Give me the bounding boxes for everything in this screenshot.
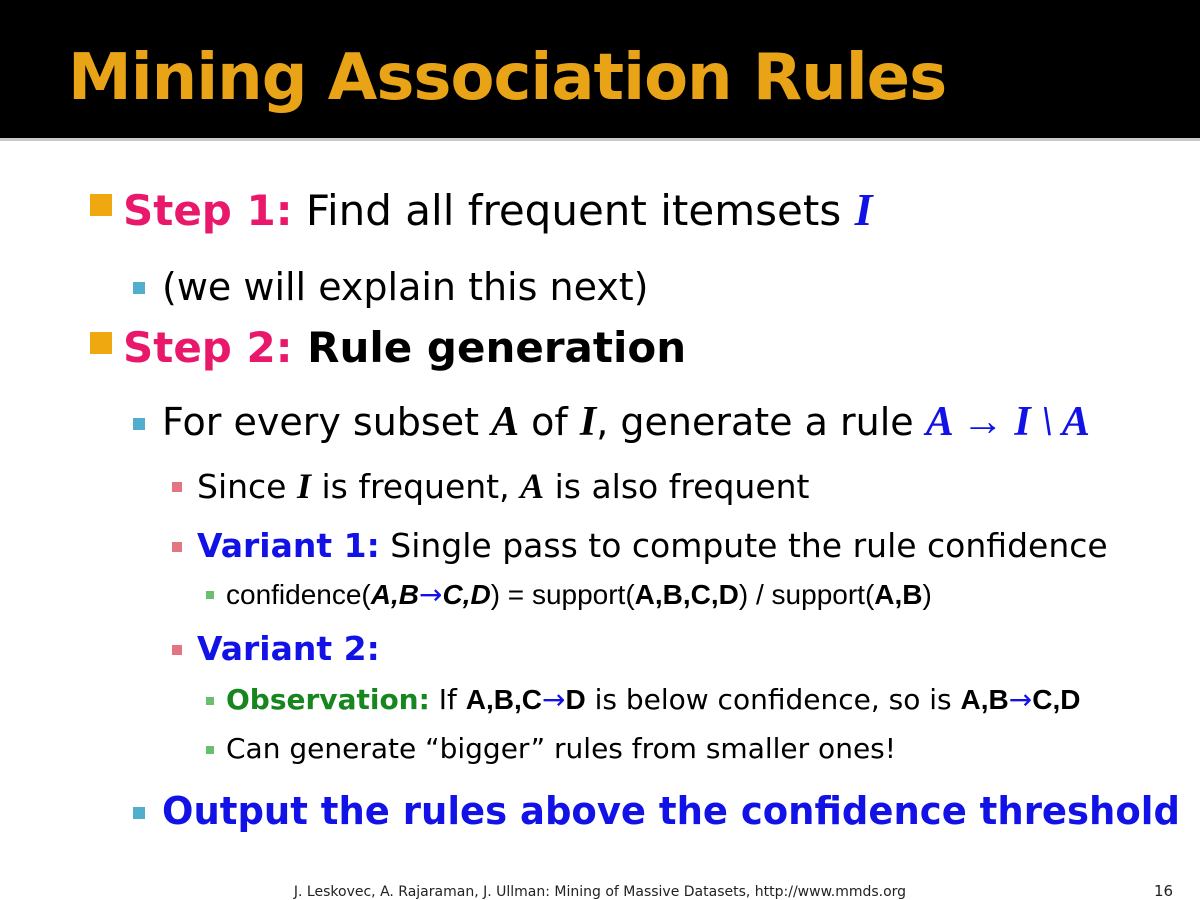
bullet-square-l3 bbox=[172, 542, 182, 552]
observation-text-1: If bbox=[429, 683, 466, 716]
every-subset-line bbox=[162, 398, 1090, 446]
bigger-rules-line: Can generate “bigger” rules from smaller ones! bbox=[226, 732, 896, 765]
step2-line bbox=[123, 322, 686, 374]
observation-d: D bbox=[565, 684, 586, 715]
formula-cd: C,D bbox=[442, 579, 491, 610]
formula-abcd: A,B,C,D bbox=[634, 579, 739, 610]
var-a: A bbox=[491, 399, 520, 445]
var-a: A bbox=[520, 466, 545, 506]
var-i: I bbox=[579, 399, 597, 445]
every-subset-text-3: , generate a rule bbox=[596, 400, 926, 444]
since-text-1: Since bbox=[197, 467, 297, 506]
formula-text-2: ) = support( bbox=[490, 579, 635, 610]
formula-text-3: ) / support( bbox=[738, 579, 875, 610]
step1-label: Step 1: bbox=[123, 186, 293, 235]
variant2-line bbox=[197, 628, 380, 670]
bullet-square-l4 bbox=[206, 746, 214, 754]
bullet-square-l3 bbox=[172, 645, 182, 655]
var-i: I bbox=[296, 466, 311, 506]
formula-text-4: ) bbox=[922, 579, 932, 610]
variant1-text: Single pass to compute the rule confidence bbox=[379, 526, 1108, 565]
observation-line bbox=[226, 682, 1080, 718]
every-subset-text-1: For every subset bbox=[162, 400, 492, 444]
step1-var: I bbox=[854, 184, 873, 235]
observation-ab: A,B bbox=[960, 684, 1009, 715]
observation-text-2: is below confidence, so is bbox=[585, 683, 961, 716]
page-number: 16 bbox=[1154, 882, 1174, 900]
rule-formula: A → I \ A bbox=[925, 399, 1090, 445]
variant1-line bbox=[197, 525, 1108, 567]
variant1-label: Variant 1: bbox=[197, 526, 380, 565]
observation-abc: A,B,C bbox=[465, 684, 542, 715]
bullet-square-l2 bbox=[133, 282, 145, 294]
since-line bbox=[197, 465, 810, 508]
formula-ab2: A,B bbox=[874, 579, 923, 610]
title-divider-shadow bbox=[0, 138, 1200, 141]
step2-text: Rule generation bbox=[292, 323, 687, 372]
bullet-square-l4 bbox=[206, 591, 214, 599]
bullet-square-l2 bbox=[133, 807, 145, 819]
arrow-icon: → bbox=[419, 578, 443, 611]
arrow-icon: → bbox=[1008, 683, 1033, 716]
observation-label: Observation: bbox=[226, 683, 430, 716]
footer-citation: J. Leskovec, A. Rajaraman, J. Ullman: Mining of Massive Datasets, http://www.mmds.org bbox=[293, 884, 907, 900]
output-line: Output the rules above the confidence threshold bbox=[162, 789, 1180, 833]
step1-line bbox=[123, 184, 872, 237]
bullet-square-l4 bbox=[206, 697, 214, 705]
formula-ab: A,B bbox=[370, 579, 419, 610]
since-text-2: is frequent, bbox=[310, 467, 521, 506]
bullet-square-l1 bbox=[90, 332, 112, 354]
step1-text: Find all frequent itemsets bbox=[292, 186, 855, 235]
formula-text-1: confidence( bbox=[226, 579, 371, 610]
every-subset-text-2: of bbox=[519, 400, 580, 444]
slide-title: Mining Association Rules bbox=[68, 41, 947, 115]
observation-cd: C,D bbox=[1032, 684, 1081, 715]
step2-label: Step 2: bbox=[123, 323, 293, 372]
bullet-square-l3 bbox=[172, 482, 182, 492]
variant2-label: Variant 2: bbox=[197, 629, 380, 668]
since-text-3: is also frequent bbox=[544, 467, 810, 506]
bullet-square-l1 bbox=[90, 194, 112, 216]
step1-sub-line: (we will explain this next) bbox=[162, 265, 649, 309]
arrow-icon: → bbox=[541, 683, 566, 716]
confidence-formula-line bbox=[226, 577, 932, 613]
bullet-square-l2 bbox=[133, 418, 145, 430]
